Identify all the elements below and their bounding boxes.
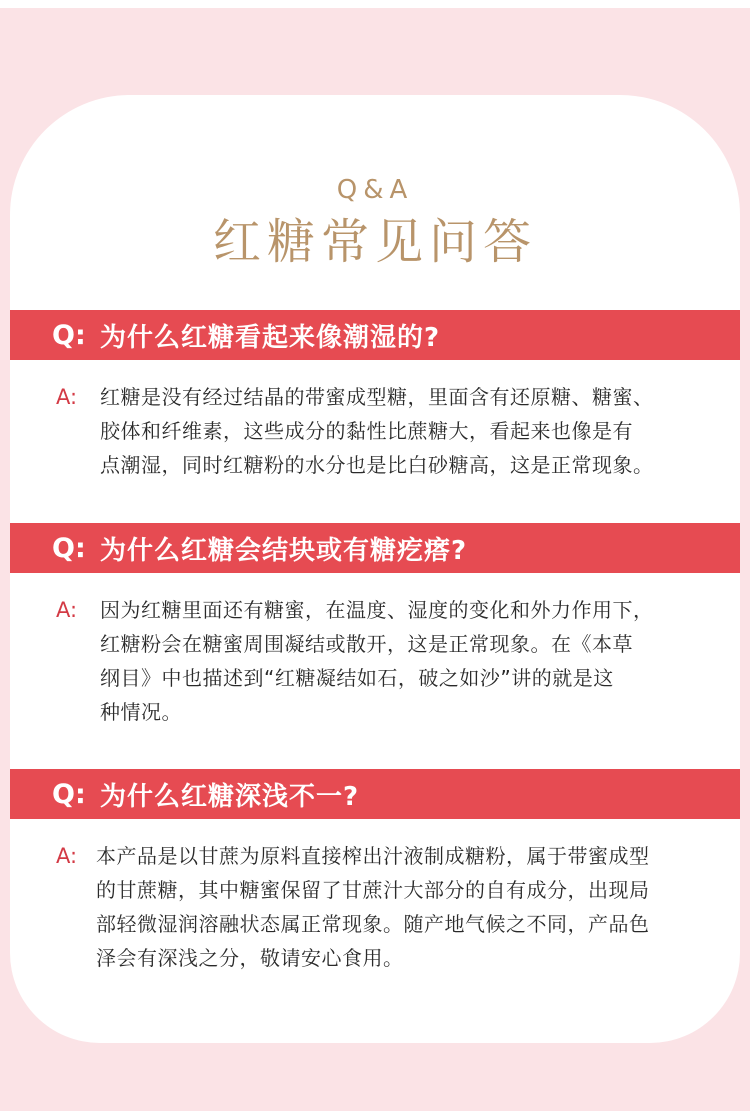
qa-card bbox=[10, 95, 740, 1043]
header-subtitle: Q&A bbox=[336, 175, 414, 205]
qa-item-1 bbox=[10, 310, 740, 482]
answer-text: 红糖是没有经过结晶的带蜜成型糖，里面含有还原糖、糖蜜、 胶体和纤维素，这些成分的黏性比蔗糖大，看起来也像是有 点潮湿，同时红糖粉的水分也是比白砂糖高，这是正常现象。 bbox=[100, 385, 654, 477]
question-bar bbox=[10, 523, 740, 573]
answer-text: 因为红糖里面还有糖蜜，在温度、湿度的变化和外力作用下， 红糖粉会在糖蜜周围凝结或散开，这是正常现象。在《本草 纲目》中也描述到“红糖凝结如石，破之如沙”讲的就是这 种情况。 bbox=[100, 598, 654, 724]
question-tag: Q: bbox=[52, 532, 86, 564]
answer-row bbox=[10, 573, 740, 729]
answer-text: 本产品是以甘蔗为原料直接榨出汁液制成糖粉，属于带蜜成型 的甘蔗糖，其中糖蜜保留了甘蔗汁大部分的自有成分，出现局 部轻微湿润溶融状态属正常现象。随产地气候之不同，产品色 泽会有深浅之分，敬请安心食用。 bbox=[96, 844, 650, 970]
qa-item-3 bbox=[10, 769, 740, 975]
top-strip bbox=[0, 0, 750, 8]
question-text: 为什么红糖深浅不一? bbox=[100, 781, 360, 812]
question-bar bbox=[10, 769, 740, 819]
answer-tag: A: bbox=[56, 844, 78, 868]
page-title: 红糖常见问答 bbox=[212, 214, 537, 270]
question-tag: Q: bbox=[52, 778, 86, 810]
answer-tag: A: bbox=[56, 385, 78, 409]
answer-row bbox=[10, 819, 740, 975]
qa-header bbox=[10, 173, 740, 273]
question-tag: Q: bbox=[52, 319, 86, 351]
answer-row bbox=[10, 360, 740, 482]
qa-item-2 bbox=[10, 523, 740, 729]
question-text: 为什么红糖会结块或有糖疙瘩? bbox=[100, 535, 468, 566]
question-text: 为什么红糖看起来像潮湿的? bbox=[100, 322, 441, 353]
answer-tag: A: bbox=[56, 598, 78, 622]
question-bar bbox=[10, 310, 740, 360]
